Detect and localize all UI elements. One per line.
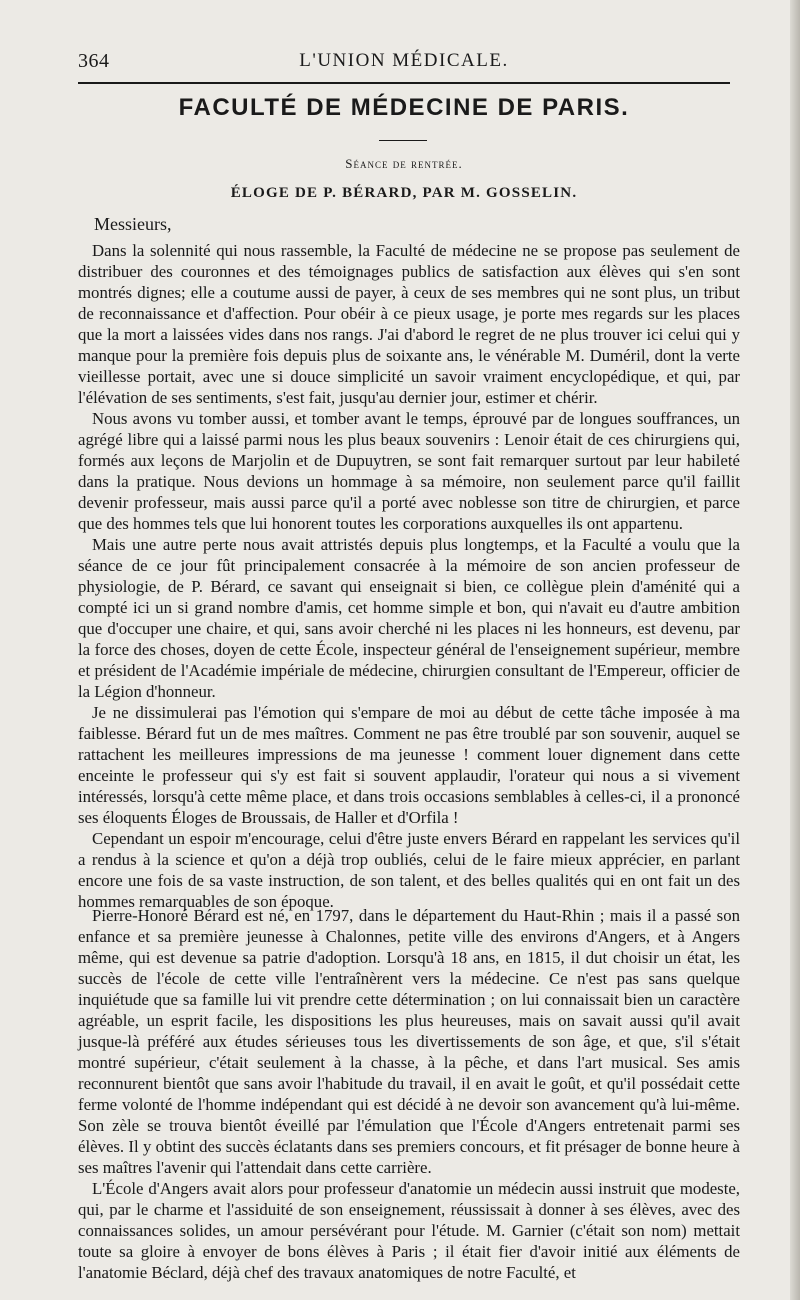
title-divider <box>379 140 427 141</box>
salutation: Messieurs, <box>94 214 172 234</box>
running-head: L'UNION MÉDICALE. <box>299 50 509 71</box>
page-edge-shadow <box>790 0 800 1300</box>
paragraph: Je ne dissimulerai pas l'émotion qui s'empare de moi au début de cette tâche imposée à ma faiblesse. Bérard fut un de mes maîtres. Comment ne pas être troublé par son souvenir, auquel se rattachent les meilleures impressions de ma jeunesse ! comment louer dignement dans cette enceinte le professeur qui s'y est fait si souvent applaudir, l'orateur qui nous a si vivement intéressés, lorsqu'à cette même place, et dans trois occasions semblables à celles-ci, il a prononcé ses éloquents Éloges de Broussais, de Haller et d'Orfila ! <box>78 703 740 827</box>
paragraph: L'École d'Angers avait alors pour professeur d'anatomie un médecin aussi instruit que modeste, qui, par le charme et l'assiduité de son enseignement, réussissait à donner à ses élèves, avec des connaissances solides, un amour persévérant pour l'étude. M. Garnier (c'était son nom) mettait toute sa gloire à envoyer de bons élèves à Paris ; il était fier d'avoir initié aux éléments de l'anatomie Béclard, déjà chef des travaux anatomiques de notre Faculté, et <box>78 1179 740 1282</box>
article-title: FACULTÉ DE MÉDECINE DE PARIS. <box>178 94 630 121</box>
body-text-part1 <box>78 240 740 912</box>
page-number: 364 <box>78 50 110 72</box>
paragraph: Pierre-Honoré Bérard est né, en 1797, dans le département du Haut-Rhin ; mais il a passé son enfance et sa première jeunesse à Chalonnes, petite ville des environs d'Angers, et à Angers même, qui est devenue sa patrie d'adoption. Lorsqu'à 18 ans, en 1815, il dut choisir un état, les succès de l'école de cette ville l'entraînèrent vers la médecine. Ce n'est pas sans quelque inquiétude que sa famille lui vit prendre cette détermination ; on lui connaissait bien un caractère agréable, un esprit facile, les dispositions les plus heureuses, mais on savait aussi qu'il avait jusque-là préféré aux études sérieuses tous les divertissements de son âge, et que, s'il s'était montré supérieur, c'était seulement à la chasse, à la pêche, et dans l'art musical. Ses amis reconnurent bientôt que sans avoir l'habitude du travail, il en avait le goût, et qu'il possédait cette ferme volonté de l'homme indépendant qui est décidé à ne devoir son avancement qu'à lui-même. Son zèle se trouva bientôt éveillé par l'émulation que l'École d'Angers entretenait parmi ses élèves. Il y obtint des succès éclatants dans ses premiers concours, et fit présager de bonne heure à ses maîtres l'avenir qui l'attendait dans cette carrière. <box>78 906 740 1177</box>
article-eloge-heading: ÉLOGE DE P. BÉRARD, PAR M. GOSSELIN. <box>230 185 578 201</box>
paragraph: Cependant un espoir m'encourage, celui d'être juste envers Bérard en rappelant les services qu'il a rendus à la science et qu'on a déjà trop oubliés, celui de le faire mieux apprécier, en parlant encore une fois de sa vaste instruction, de son talent, et des belles qualités qui en ont fait un des hommes remarquables de son époque. <box>78 829 740 911</box>
body-text-part2 <box>78 905 740 1283</box>
page-header <box>78 44 730 78</box>
paragraph: Mais une autre perte nous avait attristés depuis plus longtemps, et la Faculté a voulu que la séance de ce jour fût principalement consacrée à la mémoire de son ancien professeur de physiologie, de P. Bérard, ce savant qui enseignait si bien, ce collègue plein d'aménité qui a compté ici un si grand nombre d'amis, cet homme simple et bon, qui n'avait eu d'autre ambition que d'occuper une chaire, et qui, sans avoir cherché ni les places ni les honneurs, est devenu, par la force des choses, doyen de cette École, inspecteur général de l'enseignement supérieur, membre et président de l'Académie impériale de médecine, chirurgien consultant de l'Empereur, officier de la Légion d'honneur. <box>78 535 740 701</box>
header-rule <box>78 82 730 84</box>
article-subtitle: Séance de rentrée. <box>345 156 463 171</box>
paragraph: Dans la solennité qui nous rassemble, la Faculté de médecine ne se propose pas seulement de distribuer des couronnes et des témoignages publics de satisfaction aux élèves qui s'en sont montrés dignes; elle a coutume aussi de payer, à ceux de ses membres qui ne sont plus, un tribut de reconnaissance et d'affection. Pour obéir à ce pieux usage, je porte mes regards sur les places que la mort a laissées vides dans nos rangs. J'ai d'abord le regret de ne plus trouver ici celui qui y manque pour la première fois depuis plus de soixante ans, le vénérable M. Duméril, dont la verte vieillesse portait, avec une si douce simplicité un savoir vraiment encyclopédique, et qui, par l'élévation de ses sentiments, s'est fait, jusqu'au dernier jour, estimer et chérir. <box>78 241 740 407</box>
paragraph: Nous avons vu tomber aussi, et tomber avant le temps, éprouvé par de longues souffrances, un agrégé libre qui a laissé parmi nous les plus beaux souvenirs : Lenoir était de ces chirurgiens qui, formés aux leçons de Marjolin et de Dupuytren, se sont fait remarquer surtout par leur habileté dans la pratique. Nous devions un hommage à sa mémoire, non seulement parce qu'il faillit devenir professeur, mais aussi parce qu'il a porté avec noblesse son titre de chirurgien, et parce que des hommes tels que lui honorent toutes les corporations auxquelles ils ont appartenu. <box>78 409 740 533</box>
